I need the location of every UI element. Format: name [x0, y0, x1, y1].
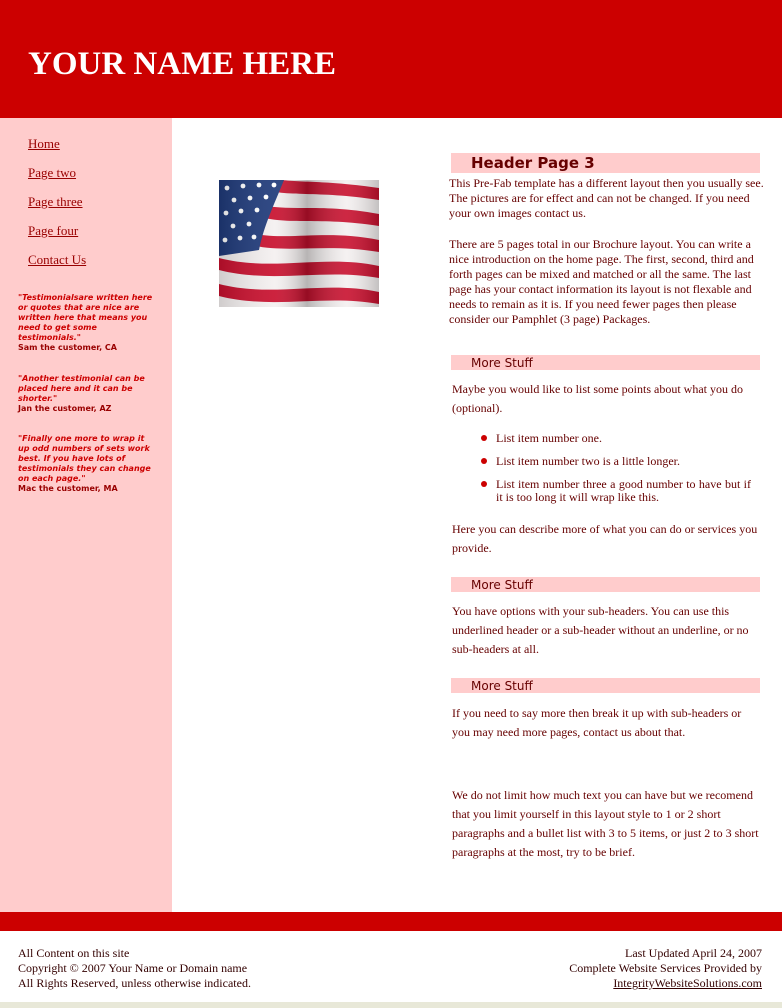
section-1-paragraph-2: Here you can describe more of what you can do or services you provide.: [452, 522, 758, 555]
footer-copyright: [18, 946, 251, 991]
footer-bar: [0, 912, 782, 931]
sidebar: [0, 118, 172, 912]
bullet-icon: [481, 458, 487, 464]
american-flag-icon: [219, 180, 379, 307]
footer-credits: [569, 946, 762, 991]
testimonial-quote: "Testimonialsare written here or quotes that are nice are written here that means you need to get some testimonials.": [18, 293, 153, 342]
testimonial-2: [18, 374, 158, 414]
testimonial-author: Jan the customer, AZ: [18, 404, 112, 413]
section-1-header: More Stuff: [451, 355, 760, 370]
footer-line: All Rights Reserved, unless otherwise indicated.: [18, 976, 251, 990]
section-3-paragraph-1: If you need to say more then break it up with sub-headers or you may need more pages, contact us about that.: [452, 706, 742, 739]
footer-line: Copyright © 2007 Your Name or Domain name: [18, 961, 248, 975]
provided-by: Complete Website Services Provided by: [569, 961, 762, 975]
bullet-list: [481, 432, 751, 514]
site-title: YOUR NAME HERE: [28, 46, 337, 82]
testimonial-3: [18, 434, 158, 494]
list-item: List item number three a good number to have but if it is too long it will wrap like this.: [481, 478, 751, 504]
testimonial-quote: "Finally one more to wrap it up odd numbers of sets work best. If you have lots of testimonials they can change on each page.": [18, 434, 151, 483]
nav-link-page-three[interactable]: Page three: [28, 194, 83, 209]
section-1-paragraph-1: Maybe you would like to list some points about what you do (optional).: [452, 382, 743, 415]
site-header: [0, 0, 782, 118]
last-updated: Last Updated April 24, 2007: [625, 946, 762, 960]
page-title: Header Page 3: [451, 153, 760, 173]
intro-paragraph-1: This Pre-Fab template has a different layout then you usually see. The pictures are for effect and can not be changed. If you need your own images contact us.: [449, 176, 764, 220]
section-2-header: More Stuff: [451, 577, 760, 592]
intro-paragraph-2: There are 5 pages total in our Brochure layout. You can write a nice introduction on the home page. The first, second, third and forth pages can be mixed and matched or all the same. The last page has your contact information its layout is not flexable and needs to remain as it is. If you need fewer pages then please consider our Pamphlet (3 page) Packages.: [449, 237, 754, 326]
testimonial-1: [18, 293, 158, 353]
bullet-icon: [481, 435, 487, 441]
provider-link[interactable]: IntegrityWebsiteSolutions.com: [613, 976, 762, 990]
testimonial-author: Mac the customer, MA: [18, 484, 118, 493]
nav-link-contact-us[interactable]: Contact Us: [28, 252, 87, 267]
section-3-header: More Stuff: [451, 678, 760, 693]
section-2-paragraph-1: You have options with your sub-headers. You can use this underlined header or a sub-header without an underline, or no sub-headers at all.: [452, 604, 749, 656]
bullet-icon: [481, 481, 487, 487]
flag-image: [219, 180, 379, 307]
list-item: List item number two is a little longer.: [481, 455, 751, 468]
nav-link-page-two[interactable]: Page two: [28, 165, 77, 180]
bottom-strip: [0, 1002, 782, 1008]
testimonial-quote: "Another testimonial can be placed here and it can be shorter.": [18, 374, 145, 403]
nav-link-page-four[interactable]: Page four: [28, 223, 79, 238]
footer-line: All Content on this site: [18, 946, 130, 960]
list-item: List item number one.: [481, 432, 751, 445]
section-3-paragraph-2: We do not limit how much text you can have but we recomend that you limit yourself in this layout style to 1 or 2 short paragraphs and a bullet list with 3 to 5 items, or just 2 to 3 short paragraphs at the most, try to be brief.: [452, 788, 759, 859]
nav-link-home[interactable]: Home: [28, 136, 60, 151]
testimonial-author: Sam the customer, CA: [18, 343, 117, 352]
